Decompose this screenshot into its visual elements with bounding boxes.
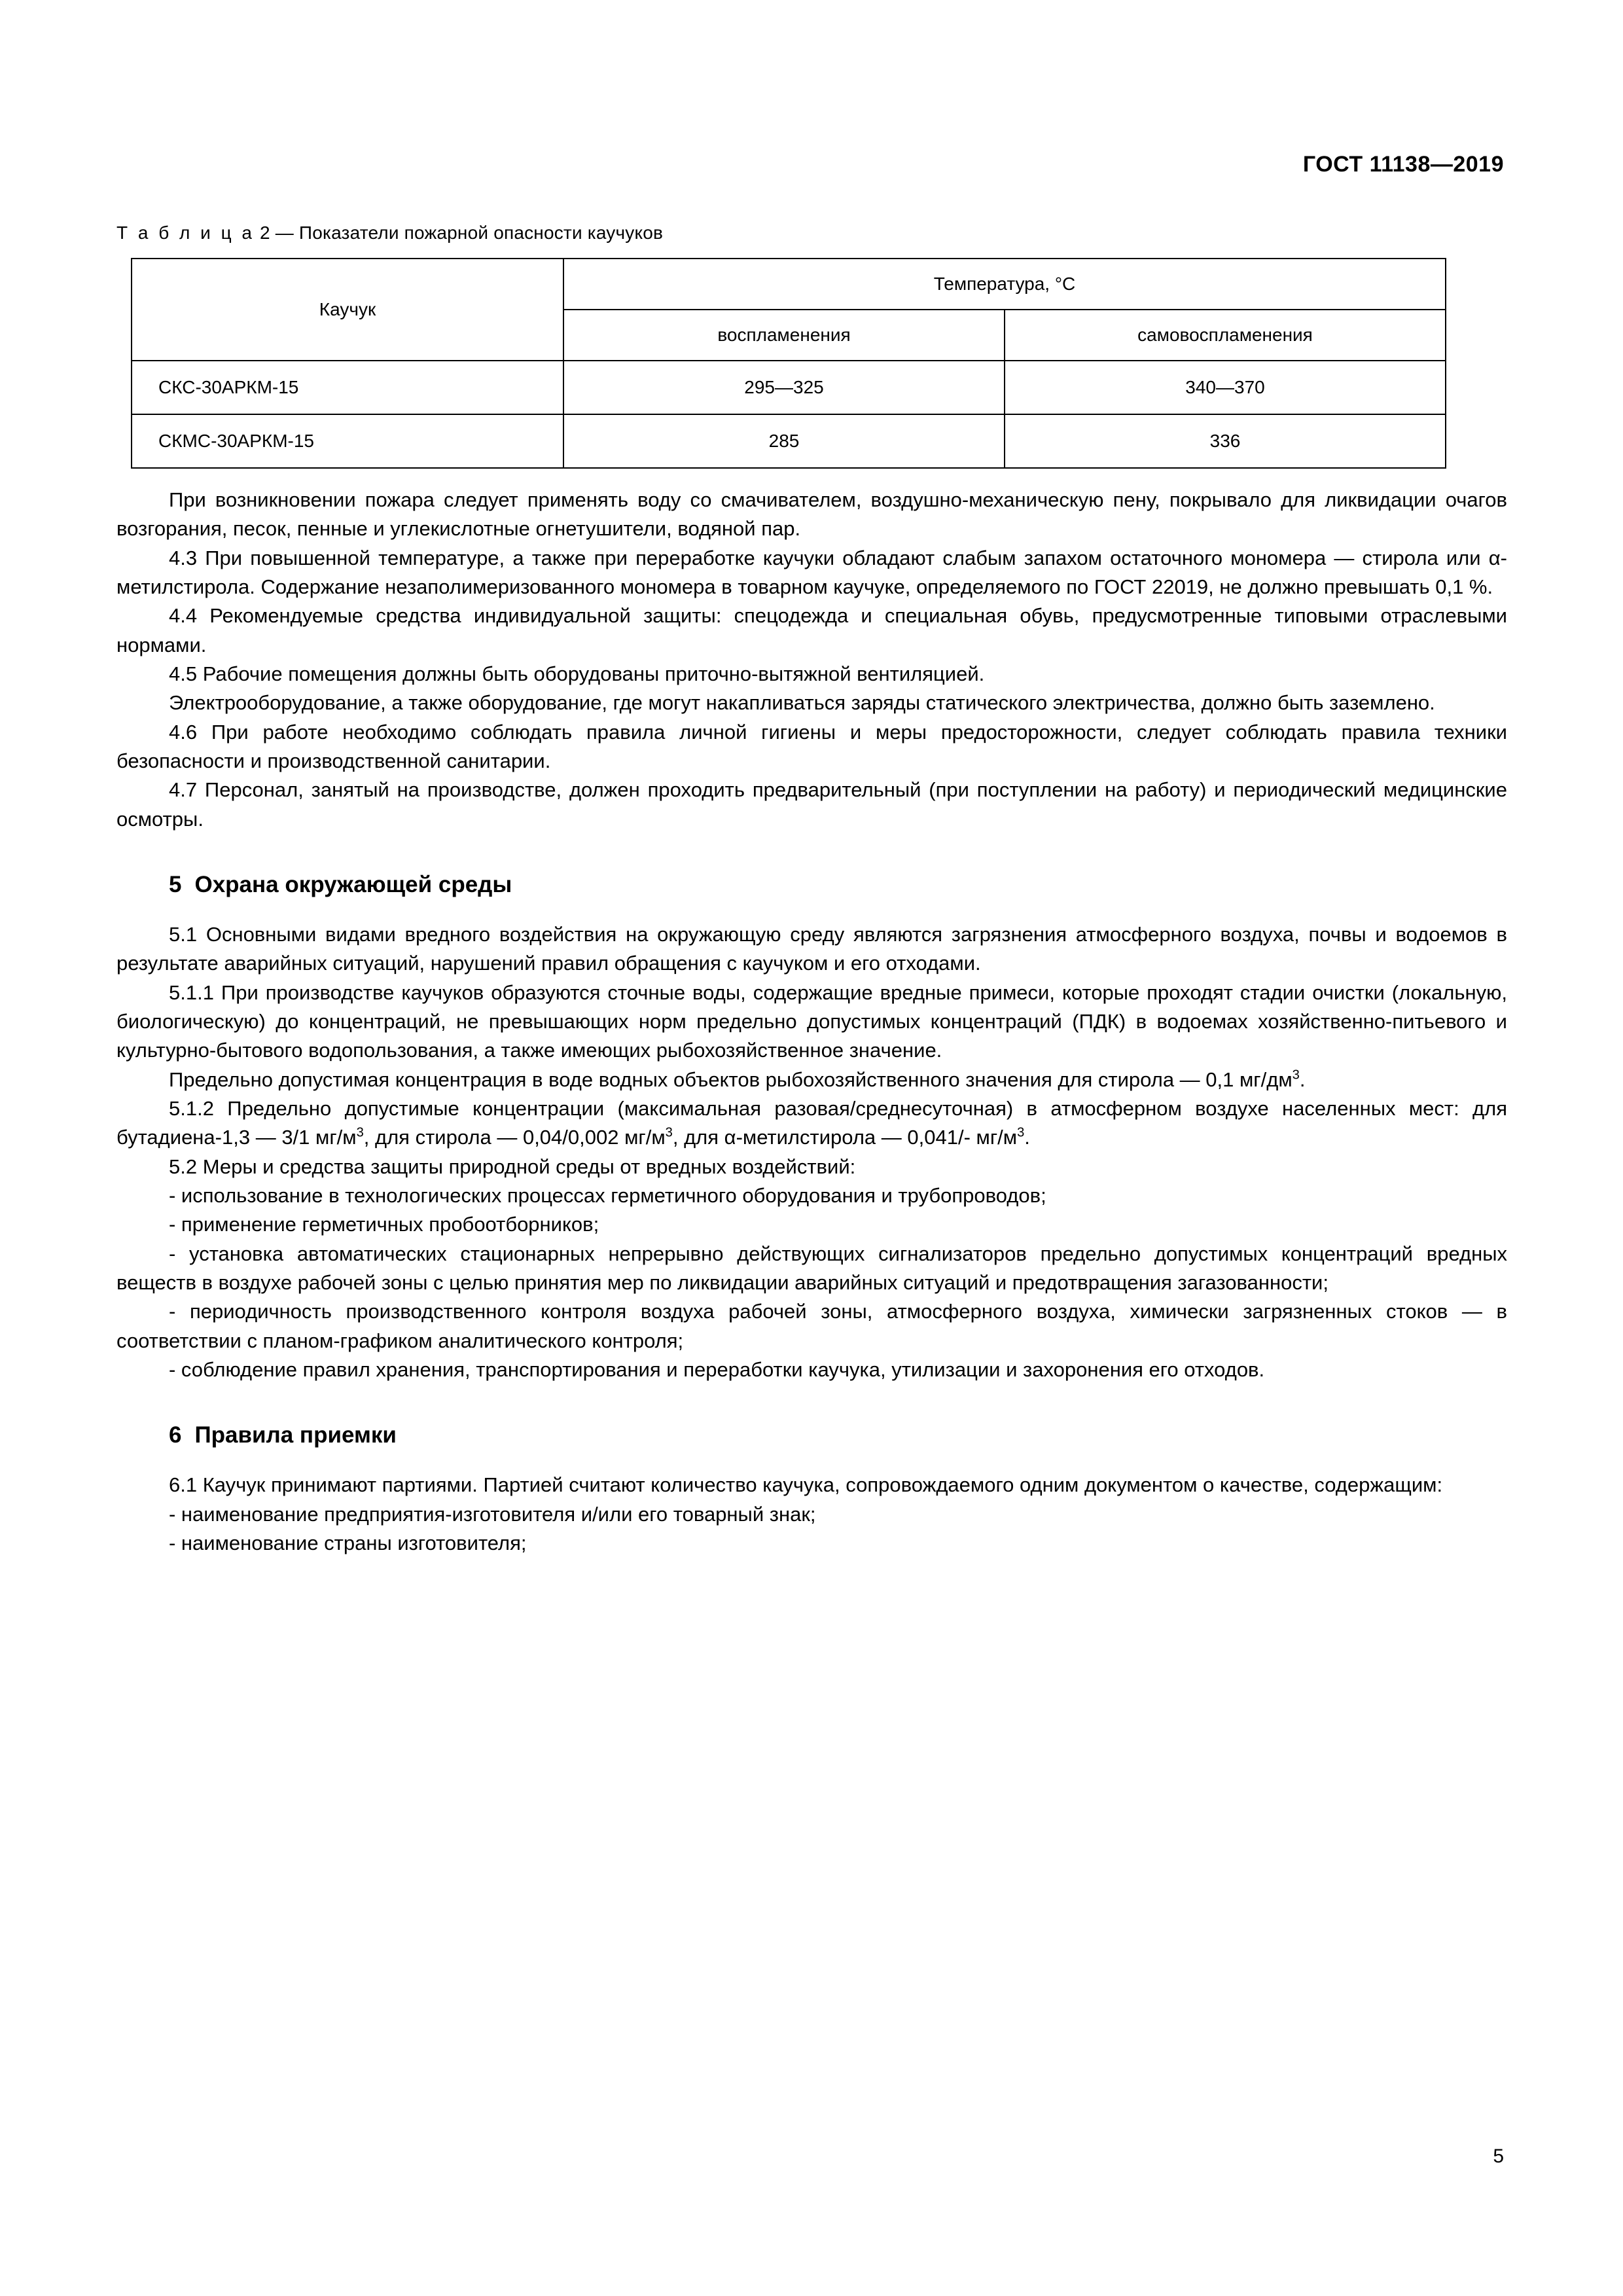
paragraph-5-1-1-b-end: . xyxy=(1299,1067,1306,1091)
section-4-text xyxy=(116,486,1507,834)
paragraph-4-3: 4.3 При повышенной температуре, а также при переработке каучуки обладают слабым запахом остаточного мономера — стирола или α-метилстирола. Содержание незаполимеризованного мономера в товарном каучуке, определяемого по ГОСТ 22019, не должно превышать 0,1 %. xyxy=(116,546,1507,598)
paragraph-4-4: 4.4 Рекомендуемые средства индивидуальной защиты: спецодежда и специальная обувь, предусмотренные типовыми отраслевыми нормами. xyxy=(116,604,1507,656)
paragraph-5-1-1-b-text: Предельно допустимая концентрация в воде водных объектов рыбохозяйственного значения для стирола — 0,1 мг/дм xyxy=(169,1067,1293,1091)
list-item-5-2-e: - соблюдение правил хранения, транспортирования и переработки каучука, утилизации и захоронения его отходов. xyxy=(169,1357,1265,1381)
paragraph-5-1-2-part-b: , для стирола — 0,04/0,002 мг/м xyxy=(363,1126,666,1149)
table-header-autoignition: самовоспламенения xyxy=(1005,310,1446,361)
table-caption-label: Т а б л и ц а xyxy=(116,223,255,243)
superscript-cubic: 3 xyxy=(1017,1125,1025,1140)
table-caption-text: — Показатели пожарной опасности каучуков xyxy=(275,223,664,243)
superscript-cubic: 3 xyxy=(665,1125,673,1140)
table-cell-autoignition: 336 xyxy=(1005,414,1446,468)
list-item-5-2-d: - периодичность производственного контроля воздуха рабочей зоны, атмосферного воздуха, химически загрязненных стоков — в соответствии с планом-графиком аналитического контроля; xyxy=(116,1300,1507,1352)
heading-section-5-title: Охрана окружающей среды xyxy=(194,871,512,897)
paragraph-5-1-2-part-c: , для α-метилстирола — 0,041/- мг/м xyxy=(672,1126,1018,1149)
table-header-ignition: воспламенения xyxy=(563,310,1005,361)
table-header-row-1 xyxy=(132,259,1446,310)
table-row xyxy=(132,414,1446,468)
table-caption xyxy=(116,223,1507,243)
list-item-5-2-c: - установка автоматических стационарных непрерывно действующих сигнализаторов предельно допустимых концентраций вредных веществ в воздухе рабочей зоны с целью принятия мер по ликвидации аварийных ситуаций и предотвращения загазованности; xyxy=(116,1242,1507,1294)
heading-section-6 xyxy=(116,1422,1507,1448)
page-number: 5 xyxy=(1493,2145,1504,2167)
paragraph-4-5: 4.5 Рабочие помещения должны быть оборудованы приточно-вытяжной вентиляцией. xyxy=(169,662,985,685)
table-cell-kauchuk: СКС-30АРКМ-15 xyxy=(132,361,563,414)
heading-section-5 xyxy=(116,872,1507,898)
table-cell-autoignition: 340—370 xyxy=(1005,361,1446,414)
paragraph-6-1: 6.1 Каучук принимают партиями. Партией считают количество каучука, сопровождаемого одним документом о качестве, содержащим: xyxy=(169,1473,1443,1497)
list-item-5-2-a: - использование в технологических процессах герметичного оборудования и трубопроводов; xyxy=(169,1183,1046,1207)
section-6-text xyxy=(116,1471,1507,1558)
paragraph-5-1-2-part-a: 5.1.2 Предельно допустимые концентрации (максимальная разовая/среднесуточная) в атмосферном воздухе населенных мест: для бутадиена-1,3 — 3/1 мг/м xyxy=(116,1096,1507,1149)
paragraph-4-5-b: Электрооборудование, а также оборудование, где могут накапливаться заряды статического электричества, должно быть заземлено. xyxy=(169,691,1435,715)
heading-section-5-number: 5 xyxy=(169,871,182,897)
paragraph-5-1-1: 5.1.1 При производстве каучуков образуются сточные воды, содержащие вредные примеси, которые проходят стадии очистки (локальную, биологическую) до концентраций, не превышающих норм предельно допустимых концентраций (ПДК) в водоемах хозяйственно-питьевого и культурно-бытового водопользования, а также имеющих рыбохозяйственное значение. xyxy=(116,980,1507,1062)
page-content xyxy=(116,223,1507,1558)
superscript-cubic: 3 xyxy=(356,1125,364,1140)
paragraph-4-7: 4.7 Персонал, занятый на производстве, должен проходить предварительный (при поступлении на работу) и периодический медицинские осмотры. xyxy=(116,778,1507,831)
page-header: ГОСТ 11138—2019 xyxy=(1302,152,1504,177)
table-caption-number: 2 xyxy=(259,223,270,243)
section-5-text xyxy=(116,920,1507,1384)
heading-section-6-title: Правила приемки xyxy=(194,1422,397,1448)
paragraph-5-1-2-part-d: . xyxy=(1024,1126,1030,1149)
paragraph-5-1-1-b xyxy=(116,1066,1507,1094)
table-row xyxy=(132,361,1446,414)
table-cell-ignition: 295—325 xyxy=(563,361,1005,414)
list-item-5-2-b: - применение герметичных пробоотборников; xyxy=(169,1213,599,1236)
list-item-6-1-a: - наименование предприятия-изготовителя и/или его товарный знак; xyxy=(169,1502,816,1526)
fire-hazard-table xyxy=(131,258,1446,469)
paragraph-5-2: 5.2 Меры и средства защиты природной среды от вредных воздействий: xyxy=(169,1155,856,1178)
list-item-6-1-b: - наименование страны изготовителя; xyxy=(169,1531,527,1554)
paragraph-5-1-2 xyxy=(116,1094,1507,1153)
table-header-kauchuk: Каучук xyxy=(132,259,563,361)
superscript-cubic: 3 xyxy=(1292,1067,1300,1083)
table-cell-ignition: 285 xyxy=(563,414,1005,468)
table-header-temperature: Температура, °C xyxy=(563,259,1446,310)
paragraph-fire-response: При возникновении пожара следует применять воду со смачивателем, воздушно-механическую пену, покрывало для ликвидации очагов возгорания, песок, пенные и углекислотные огнетушители, водяной пар. xyxy=(116,488,1507,541)
paragraph-4-6: 4.6 При работе необходимо соблюдать правила личной гигиены и меры предосторожности, следует соблюдать правила техники безопасности и производственной санитарии. xyxy=(116,720,1507,772)
table-cell-kauchuk: СКМС-30АРКМ-15 xyxy=(132,414,563,468)
paragraph-5-1: 5.1 Основными видами вредного воздействия на окружающую среду являются загрязнения атмосферного воздуха, почвы и водоемов в результате аварийных ситуаций, нарушений правил обращения с каучуком и его отходами. xyxy=(116,922,1507,975)
heading-section-6-number: 6 xyxy=(169,1422,182,1448)
